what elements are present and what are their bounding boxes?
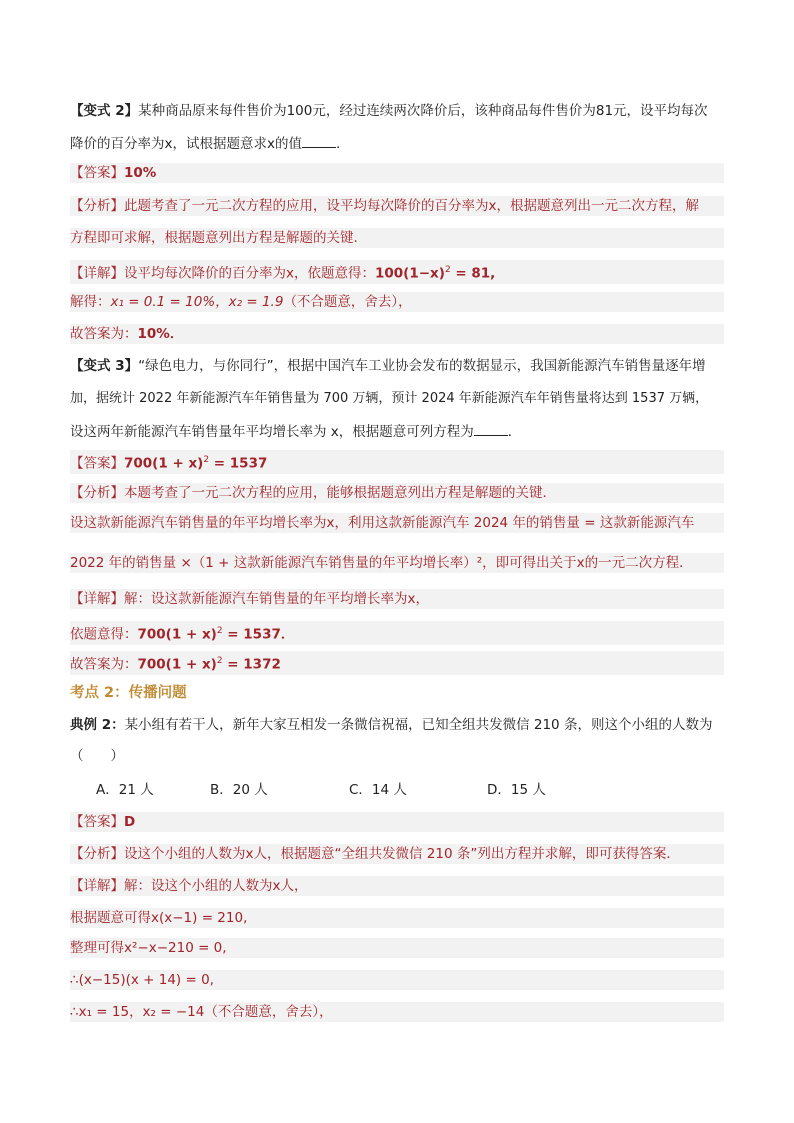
example2-analysis: 【分析】设这个小组的人数为x人，根据题意“全组共发微信 210 条”列出方程并求解，即可获得答案． (70, 844, 724, 864)
variant2-final: 故答案为：10%． (70, 324, 724, 344)
variant3-line3: 设这两年新能源汽车销售量年平均增长率为 x，根据题意可列方程为 ． (70, 421, 724, 442)
variant3-eq: 依题意得：$700(1 + x)^2 = 1537$． (70, 621, 724, 645)
variant3-detail: 【详解】解：设这款新能源汽车销售量的年平均增长率为x， (70, 589, 724, 609)
variant3-analysis: 【分析】本题考查了一元二次方程的应用，能够根据题意列出方程是解题的关键． (70, 483, 724, 503)
variant2-text2: 降价的百分率为x，试根据题意求x的值 (70, 136, 302, 152)
variant2-answer (70, 163, 724, 183)
example2-step3: ∴(x−15)(x + 14) = 0, (70, 970, 724, 990)
variant3-tag: 【变式 3】 (70, 358, 139, 374)
example2-line1: 典例 2：某小组有若干人，新年大家互相发一条微信祝福，已知全组共发微信 210 条，则这个小组的人数为 (70, 717, 713, 733)
option-d: D．15 人 (487, 782, 546, 798)
variant2-analysis2: 方程即可求解，根据题意列出方程是解题的关键． (70, 228, 724, 248)
variant2-text1: 某种商品原来每件售价为100元，经过连续两次降价后，该种商品每件售价为81元，设平均每次 (138, 103, 708, 119)
example2-step4: ∴x₁ = 15，x₂ = −14（不合题意，舍去）， (70, 1002, 724, 1022)
detail-tag: 【详解】 (70, 265, 124, 282)
section-title: 考点 2：传播问题 (70, 685, 187, 701)
example2-step1: 根据题意可得x(x−1) = 210, (70, 908, 724, 928)
option-b: B．20 人 (210, 782, 268, 798)
variant3-line2: 加，据统计 2022 年新能源汽车年销售量为 700 万辆，预计 2024 年新能源汽车年销售量将达到 1537 万辆， (70, 391, 709, 406)
variant2-tag: 【变式 2】 (70, 103, 139, 119)
answer-tag: 【答案】 (70, 165, 124, 181)
option-c: C．14 人 (349, 782, 407, 798)
variant2-analysis1: 【分析】此题考查了一元二次方程的应用，设平均每次降价的百分率为x，根据题意列出一元二次方程，解 (70, 196, 724, 216)
variant3-line1: 【变式 3】“绿色电力，与你同行”，根据中国汽车工业协会发布的数据显示，我国新能源汽车销售量逐年增 (70, 358, 706, 374)
option-a: A．21 人 (96, 782, 154, 798)
variant2-detail: 【详解】设平均每次降价的百分率为x，依题意得：$100(1-x)^2 = 81$, (70, 260, 724, 284)
example2-detail: 【详解】解：设这个小组的人数为x人， (70, 876, 724, 896)
variant3-answer: 【答案】$700(1 + x)^2 = 1537$ (70, 450, 724, 474)
example2-step2: 整理可得x²−x−210 = 0, (70, 938, 724, 958)
variant2-solve: 解得：x₁ = 0.1 = 10%，x₂ = 1.9（不合题意，舍去）， (70, 292, 724, 312)
answer-blank (474, 421, 508, 436)
variant3-final: 故答案为：$700(1 + x)^2 = 1372$ (70, 651, 724, 675)
variant2-line2: 降价的百分率为x，试根据题意求x的值 . (70, 133, 724, 154)
variant2-line1 (70, 101, 724, 121)
example2-line2: （ ） (70, 748, 124, 764)
answer-blank (302, 133, 336, 148)
variant3-para1: 设这款新能源汽车销售量的年平均增长率为x，利用这款新能源汽车 2024 年的销售量 = 这款新能源汽车 (70, 513, 724, 533)
answer-value: 10% (124, 165, 157, 181)
example2-tag: 典例 2： (70, 717, 125, 733)
variant3-para2: 2022 年的销售量 ×（1 + 这款新能源汽车销售量的年平均增长率）²，即可得出关于x的一元二次方程． (70, 553, 724, 573)
example2-answer: 【答案】D (70, 812, 724, 832)
analysis-tag: 【分析】 (70, 198, 124, 214)
